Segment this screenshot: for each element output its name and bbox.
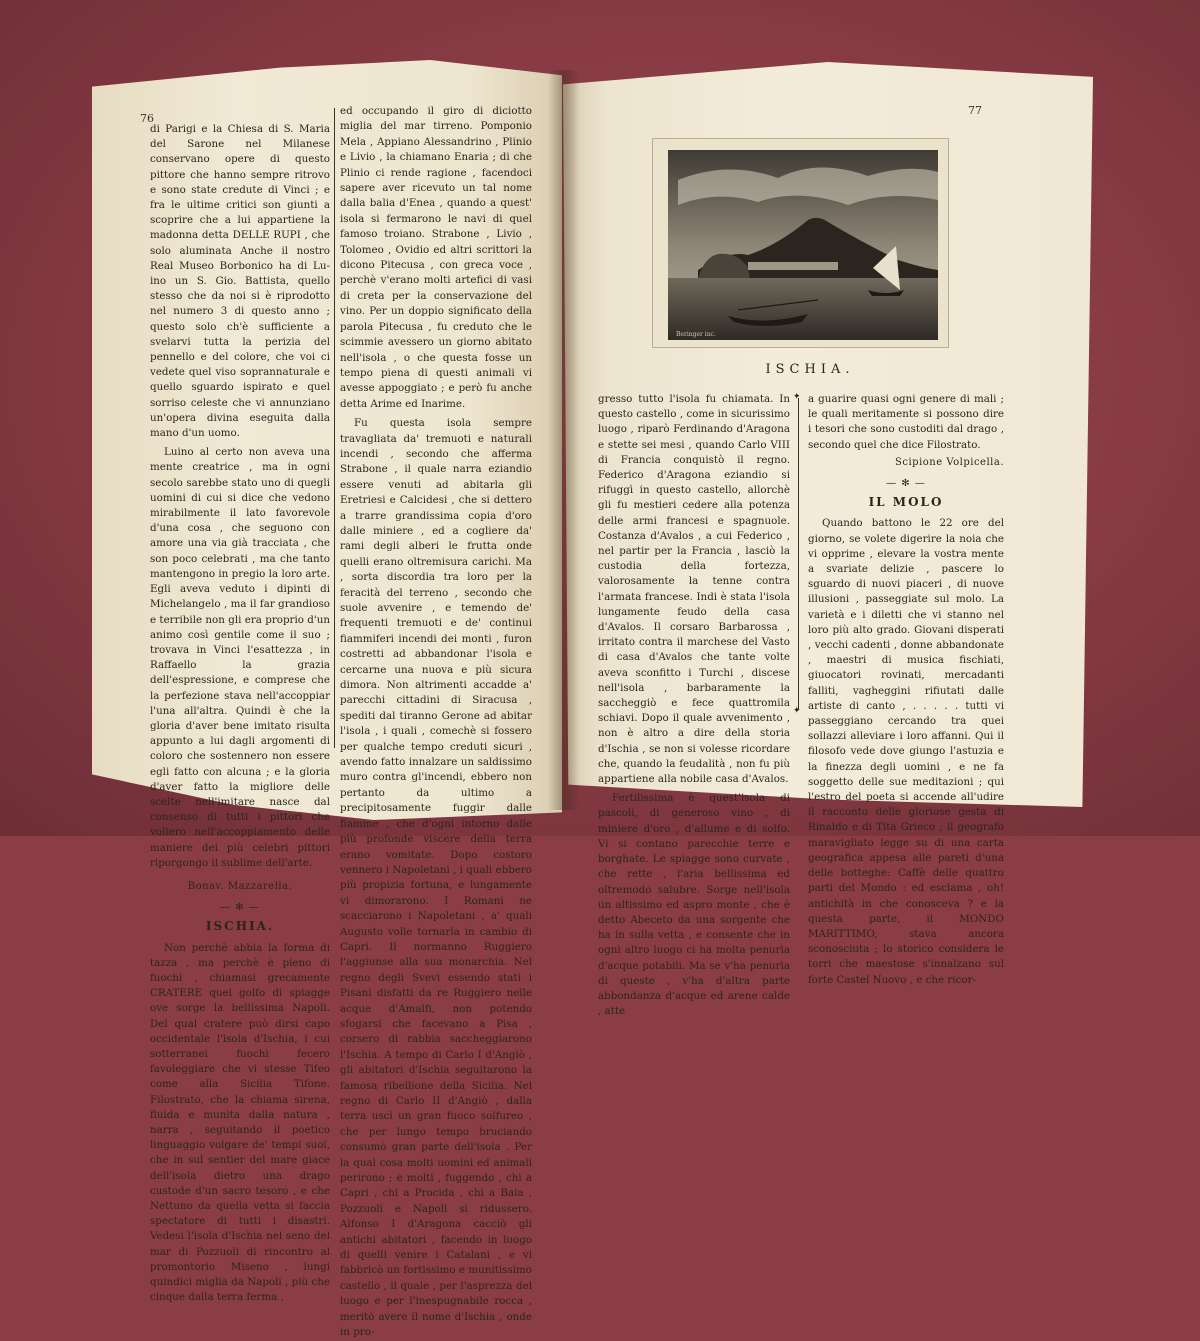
right-col2-paragraph-1: a guarire quasi ogni genere di mali ; le quali meritamente si possono dire i tesori che sono custoditi dal drago , secondo quel che dice Filostrato. — [808, 393, 1004, 451]
left-signature: Bonav. Mazzarella. — [187, 880, 293, 892]
left-page-number: 76 — [140, 112, 154, 125]
left-col1-paragraph-3: Non perchè abbia la forma di tazza , ma perchè è pieno di fuochi , chiamasi grecamente CRATERE quel golfo di spiagge ove sorge la bellissima Napoli. Del qual cratere può dirsi capo occidentale l'isola d'Ischia, i cui sotterranei fuochi fecero favoleggiare che vi stesse Tifeo come alla Sicilia Tifone. Filostrato, che la chiama sirena, fluida e munita dalla natura , narra , seguitando il poetico linguaggio volgare de' tempi suoi, che in sul sentier del mare giace dell'isola dietro una drago custode d'un sacro tesoro , e che Nettuno da quella vetta si faccia spectatore di tutti i disastri. Vedesi l'isola d'Ischia nel seno del mar di Pozzuoli di rincontro al promontorio Miseno , lungi quindici miglia da Napoli , più che cinque dalla terra ferma , — [150, 941, 330, 1304]
right-page-number: 77 — [968, 104, 982, 117]
left-col1-paragraph-1: di Parigi e la Chiesa di S. Maria del Sarone nel Milanese conservano opere di questo pittore che hanno sempre ritrovo e sono state credute di Vinci ; e fra le ultime critici son giunti a scoprire che a lui appartiene la madonna detta DELLE RUPI , che solo aluminata Anche il nostro Real Museo Borbonico ha di Lu-ino un S. Gio. Battista, quello stesso che da noi si è riprodotto nel numero 3 di questo anno ; questo solo ch'è sufficiente a svelarvi tutta la perizia del pennello e del colore, che voi ci vedete quel viso soprannaturale e quello sguardo ispirato e quel sorriso celeste che vi annunziano un'opera divina eseguita dalla mano d'un uomo. — [150, 123, 330, 440]
engraver-credit: Beringer inc. — [676, 331, 716, 338]
engraving-town — [748, 262, 838, 270]
right-ornament: — ✻ — — [886, 478, 926, 490]
right-column-1 — [598, 392, 790, 1019]
right-col2-paragraph-2: Quando battono le 22 ore del giorno, se volete digerire la noia che vi opprime , elevare la vostra mente a svariate delizie , pascere lo sguardo di nuovi piaceri , di nuove illusioni , passeggiate sul molo. La varietà e i diletti che vi stanno nel loro più alto grado. Giovani disperati , vecchi cadenti , donne abbandonate , maestri di musica fischiati, giuocatori rovinati, mercadanti falliti, vagheggini rifiutati dalle artiste di canto , . . . . . tutti vi passeggiano cercando tra quei sollazzi alleviare i loro affanni. Qui il filosofo vede dove giungo l'astuzia e la finezza degli uomini , e ne fa soggetto delle sue meditazioni ; qui l'estro del poeta si accende all'udire il racconto delle gloriose gesta di Rinaldo e di Tita Grieco ; il geografo maravigliato legge su di una carta geografica appesa alle pareti d'una delle botteghe: Caffè delle quattro parti del Mondo : ed esclama , oh! antichità in che conosceva ? e la questa parte, il MONDO MARITTIMO, stava ancora sconosciuta ; lo storico considera le torri che maestose s'innalzano sul forte Castel Nuovo , e che ricor- — [808, 517, 1004, 986]
right-section-heading: IL MOLO — [868, 495, 944, 510]
left-col2-paragraph-2: Fu questa isola sempre travagliata da' tremuoti e naturali incendi , secondo che afferma Strabone , il quale narra eziandio essere venuti ad abitarla gli Eretriesi e Calcidesi , che si dettero a trarre grandissima copia d'oro dalle miniere , ed a cogliere da' rami degli alberi le frutta onde quelli erano oltremisura carichi. Ma , sorta discordia tra loro per la feracità del terreno , secondo che suole avvenire , e temendo de' frequenti tremuoti e de' continui fiammiferi incendi dei monti , furon costretti ad abbandonar l'isola e cercarne una nuova e più sicura dimora. Non altrimenti accadde a' parecchi cittadini di Siracusa , spediti dal tiranno Gerone ad abitar l'isola , i quali , comechè si fossero per qualche tempo creduti sicuri , avendo fatto innalzare un saldissimo muro contra gl'incendi, ebbero non pertanto da ultimo a precipitosamente fuggir dalle fiamme , che d'ogni intorno dalle più profonde viscere della terra erano vomitate. Dopo costoro vennero i Napoletani , i quali ebbero più propizia fortuna, e lungamente vi dimorarono. I Romani ne scacciarono i Napoletani , a' quali Augusto volle tornarla in cambio di Capri. Il normanno Ruggiero l'aggiunse alla sua monarchia. Nel regno degli Svevi essendo stati i Pisani disfatti da re Ruggiero nelle acque d'Amalfi, non potendo sfogarsi che facevano a Pisa , corsero di rabbia saccheggiarono l'Ischia. A tempo di Carlo I d'Angiò , gli abitatori d'Ischia seguitarono la famosa ribellione della Sicilia. Nel regno di Carlo II d'Angiò , dalla terra uscì un gran fuoco solfureo , che per lungo tempo bruciando consumò gran parte dell'isola . Per la qual cosa molti uomini ed animali perirono ; e molti , fuggendo , chi a Capri , chi a Procida , chi a Baia , Pozzuoli e Napoli si ridussero. Alfonso I d'Aragona cacciò gli antichi abitatori , facendo in luogo di quelli venire i Catalani , e vi fabbricò un fortissimo e munitissimo castello , il quale , per l'asprezza del luogo e per l'inespugnabile rocca , meritò avere il nome d'Ischia , onde in pro- — [340, 417, 532, 1339]
left-col1-paragraph-2: Luino al certo non aveva una mente creatrice , ma in ogni secolo sarebbe stato uno di quegli uomini di cui si dice che vedono mirabilmente il lato favorevole d'una cosa , che seguono con amore una via già tracciata , che son poco celebrati , ma che tanto mantengono in pregio la loro arte. Egli aveva veduto i dipinti di Michelangelo , ma il far grandioso e terribile non gli era proprio d'un animo così gentile come il suo ; trovava in Vinci l'esattezza , in Raffaello la grazia dell'espressione, e comprese che la perfezione stava nell'accoppiar l'una all'altra. Quindi è che la gloria d'aver bene imitato risulta appunto a lui dagli argomenti di coloro che sostennero non essere egli fatto con alcuna ; e la gloria d'aver fatto la migliore delle scelte nell'imitare nasce dal consenso di tutti i pittori che vollero nell'accoppiamento delle maniere dei più celebri pittori riporgongo il sublime dell'arte. — [150, 446, 330, 869]
rule-ornament-bottom: ✦ — [793, 706, 801, 716]
left-column-1 — [150, 122, 330, 1305]
left-col2-paragraph-1: ed occupando il giro di diciotto miglia del mar tirreno. Pomponio Mela , Appiano Alessandrino , Plinio e Livio , la chiamano Enaria ; di che Plinio ci rende ragione , facendoci sapere aver ricevuto un tal nome dalla balia d'Enea , quando a quest' isola si fermarono le navi di quel famoso troiano. Strabone , Livio , Tolomeo , Ovidio ed altri scrittori la dicono Pitecusa , con greca voce , perchè v'erano molti artefici di vasi di creta per la conservazione del vino. Per un doppio significato della parola Pitecusa , fu creduto che le scimmie avessero un giorno abitato nell'isola , o che questa fosse un tempo piena di questi animali vi avesse appoggiato ; e però fu anche detta Arime ed Inarime. — [340, 105, 532, 410]
right-col1-paragraph-1: gresso tutto l'isola fu chiamata. In questo castello , come in sicurissimo luogo , riparò Ferdinando d'Aragona e stette sei mesi , quando Carlo VIII di Francia conquistò il regno. Federico d'Aragona eziandio si rifuggì in questo castello, allorchè gli fu mestieri cedere alla potenza delle armi francesi e spagnuole. Costanza d'Avalos , a cui Federico , nel partir per la Francia , lasciò la custodia della fortezza, valorosamente la tenne contra l'armata francese. Indi è stata l'isola lungamente feudo della casa d'Avalos. Il corsaro Barbarossa , irritato contra il marchese del Vasto di casa d'Avalos che tante volte aveva sconfitto i Turchi , discese nell'isola , barbaramente la saccheggiò e fece quattromila schiavi. Dopo il quale avvenimento , non è altro a dire della storia d'Ischia , se non si volesse ricordare che, quando la feudalità , non fu più appartiene alla nobile casa d'Avalos. — [598, 393, 790, 786]
rule-ornament-top: ✦ — [793, 392, 801, 402]
right-signature: Scipione Volpicella. — [895, 456, 1004, 468]
engraving-caption: ISCHIA. — [765, 362, 855, 377]
left-ornament: — ✻ — — [220, 902, 260, 914]
left-column-rule — [334, 108, 335, 748]
book-spine-shadow — [548, 70, 580, 810]
left-section-heading: ISCHIA. — [205, 919, 275, 934]
right-column-rule — [798, 398, 799, 710]
engraving-illustration — [668, 150, 938, 340]
right-col1-paragraph-2: Fertilissima è quest'isola di pascoli, di generoso vino , di miniere d'oro , d'allume e di solfo. Vi si contano parecchie terre e borghate. Le spiagge sono curvate , che rette , l'aria bellissima ed oltremodo salubre. Sorge nell'isola un altissimo ed aspro monte , che è detto Abeceto da una sorgente che ha in sulla vetta , e consente che in ogni altro luogo ci ha molta penuria d'acque potabili. Ma se v'ha penuria di queste , v'ha d'altra parte abbondanza d'acque ed arene calde , atte — [598, 792, 790, 1018]
left-column-2 — [340, 104, 532, 1341]
right-column-2 — [808, 392, 1004, 988]
